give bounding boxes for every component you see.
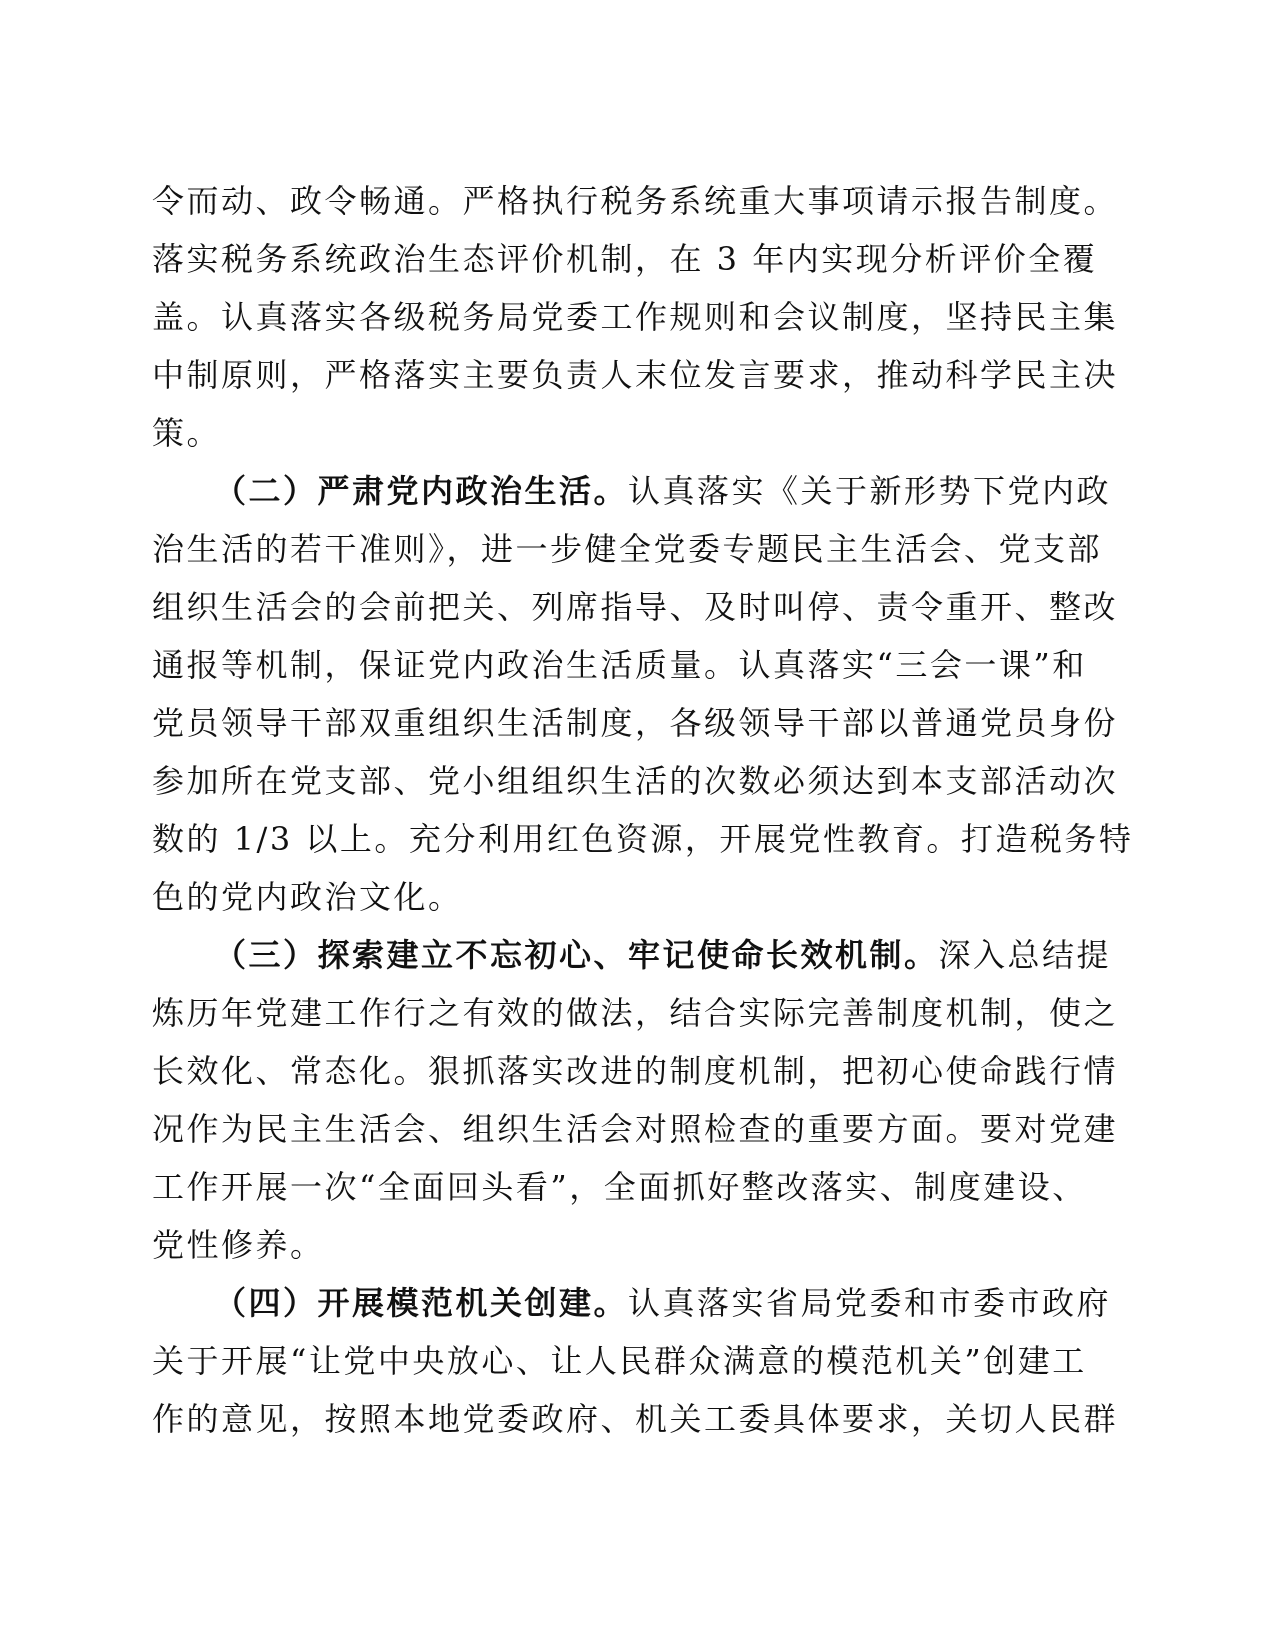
paragraph-line: 色的党内政治文化。: [152, 878, 463, 916]
paragraph-line: 组织生活会的会前把关、列席指导、及时叫停、责令重开、整改: [152, 588, 1119, 626]
paragraph-line: 工作开展一次“全面回头看”，全面抓好整改落实、制度建设、: [152, 1168, 1087, 1206]
section-first-line: [152, 1274, 1112, 1332]
section-heading: （二）严肃党内政治生活。: [214, 472, 629, 510]
paragraph-line: 盖。认真落实各级税务局党委工作规则和会议制度，坚持民主集: [152, 298, 1119, 336]
section-heading: （三）探索建立不忘初心、牢记使命长效机制。: [214, 936, 939, 974]
document-body: [152, 172, 1134, 1448]
paragraph-line: 数的 1/3 以上。充分利用红色资源，开展党性教育。打造税务特: [152, 820, 1134, 858]
paragraph-line: 长效化、常态化。狠抓落实改进的制度机制，把初心使命践行情: [152, 1052, 1119, 1090]
paragraph-line: 策。: [152, 414, 222, 452]
paragraph-line: 落实税务系统政治生态评价机制，在 3 年内实现分析评价全覆: [152, 240, 1098, 278]
paragraph-line: 中制原则，严格落实主要负责人末位发言要求，推动科学民主决: [152, 356, 1119, 394]
section-first-line-text: 认真落实省局党委和市委市政府: [628, 1284, 1112, 1322]
section-first-line-text: 认真落实《关于新形势下党内政: [628, 472, 1112, 510]
paragraph-line: 炼历年党建工作行之有效的做法，结合实际完善制度机制，使之: [152, 994, 1119, 1032]
paragraph-line: 通报等机制，保证党内政治生活质量。认真落实“三会一课”和: [152, 646, 1087, 684]
paragraph-line: 况作为民主生活会、组织生活会对照检查的重要方面。要对党建: [152, 1110, 1119, 1148]
paragraph-line: 作的意见，按照本地党委政府、机关工委具体要求，关切人民群: [152, 1400, 1119, 1438]
section-heading: （四）开展模范机关创建。: [214, 1284, 629, 1322]
section-first-line: [152, 926, 1112, 984]
paragraph-line: 令而动、政令畅通。严格执行税务系统重大事项请示报告制度。: [152, 182, 1119, 220]
paragraph-line: 关于开展“让党中央放心、让人民群众满意的模范机关”创建工: [152, 1342, 1087, 1380]
section-first-line: [152, 462, 1112, 520]
section-first-line-text: 深入总结提: [938, 936, 1112, 974]
paragraph-line: 治生活的若干准则》，进一步健全党委专题民主生活会、党支部: [152, 530, 1103, 568]
paragraph-line: 党员领导干部双重组织生活制度，各级领导干部以普通党员身份: [152, 704, 1119, 742]
paragraph-line: 党性修养。: [152, 1226, 325, 1264]
paragraph-line: 参加所在党支部、党小组组织生活的次数必须达到本支部活动次: [152, 762, 1119, 800]
